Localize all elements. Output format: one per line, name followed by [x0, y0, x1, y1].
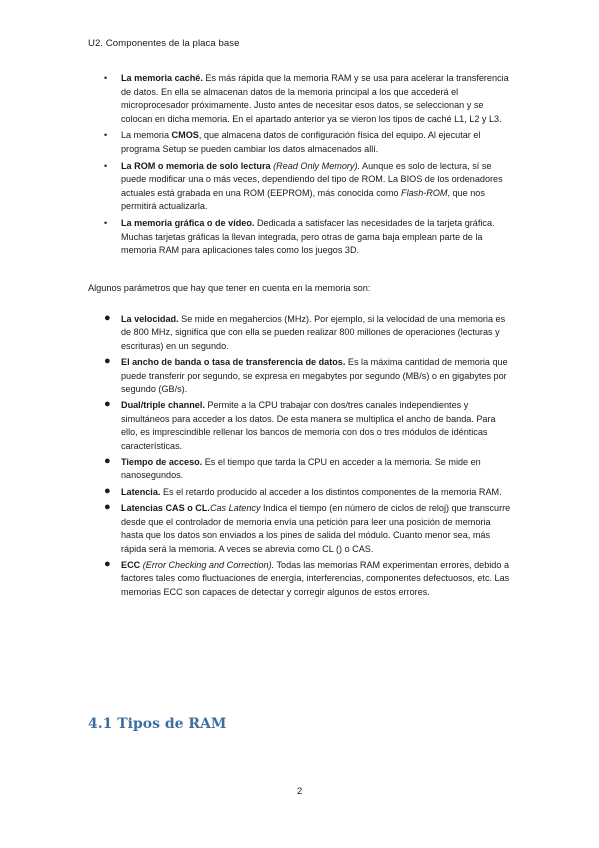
list-item-text: Cas Latency — [209, 503, 261, 514]
bullet-icon: ● — [104, 398, 111, 411]
list-item-text: Permite a la CPU trabajar con dos/tres canales independientes y simultáneos para acceder a los datos. De esta manera se multiplica el ancho de banda. Para ello, es imprescindible rellenar los bancos de memoria con dos o tres módulos de idénticas características. — [121, 400, 496, 451]
list-item — [104, 486, 514, 499]
bullet-icon: • — [104, 73, 108, 83]
bullet-icon: • — [104, 217, 108, 228]
bullet-icon: ● — [104, 501, 111, 514]
list-item-text: Indica el tiempo (en número de ciclos de reloj) que transcurre desde que el controlador de memoria envía una petición para leer una posición de memoria hasta que los datos son enviados a los pines de salida del módulo. Cuanto menor sea, más rápida será la memoria. A veces se abrevia como CL ( — [121, 503, 511, 554]
bullet-icon: • — [104, 130, 108, 141]
list-item-text: Dedicada a satisfacer las necesidades de la tarjeta gráfica. Muchas tarjetas gráficas la llevan integrada, pero otras de gama baja emplean parte de la memoria RAM para aplicaciones tales como los juegos 3D. — [121, 217, 495, 256]
list-item — [104, 313, 514, 353]
list-item-text: Tiempo de acceso. — [121, 457, 203, 468]
list-item-text: Todas las memorias RAM experimentan errores, debido a factores tales como fluctuaciones de energía, interferencias, componentes defectuosos, etc. Las memorias ECC son capaces de detectar y corregir algunos de estos errores. — [121, 559, 510, 597]
list-item-text: CMOS — [171, 130, 199, 141]
list-item-text: Es más rápida que la memoria RAM y se usa para acelerar la transferencia de datos. En ella se almacenan datos de la memoria principal a los que accederá el microprocesador próximamente. Justo antes de necesitar esos datos, se seleccionan y se colocan en dicha memoria. En el apartado anterior ya se vieron los tipos de caché L1, L2 y L3. — [121, 73, 509, 124]
list-item-text: (Error Checking and Correction). — [140, 559, 275, 570]
list-item-text: Es el tiempo que tarda la CPU en acceder a la memoria. Se mide en nanosegundos. — [121, 457, 481, 481]
bullet-icon: ● — [104, 557, 111, 570]
section-heading: 4.1 Tipos de RAM — [88, 716, 227, 732]
list-item — [104, 502, 514, 556]
list-item-text: Dual/triple channel. — [121, 400, 205, 411]
bullet-icon: ● — [104, 355, 111, 368]
list-item — [104, 217, 514, 258]
list-item — [104, 72, 514, 126]
list-item-text: La memoria — [121, 130, 172, 141]
list-item-text: Es el retardo producido al acceder a los distintos componentes de la memoria RAM. — [160, 486, 502, 497]
page-number: 2 — [296, 786, 303, 797]
bullet-icon: ● — [104, 484, 111, 497]
list-item — [104, 356, 514, 396]
list-item-text: , que almacena datos de configuración física del equipo. Al ejecutar el programa Setup se pueden cambiar los datos almacenados allí. — [121, 130, 481, 154]
bullet-icon: ● — [104, 312, 111, 324]
list-item-text: Es la máxima cantidad de memoria que puede transferir por segundo, se expresa en megabytes por segundo (MB/s) o en gigabytes por segundo (GB/s). — [121, 357, 508, 395]
list-item-text: Latencia. — [121, 486, 161, 497]
list-item-text: La memoria caché. — [121, 73, 203, 83]
list-item-text: Se mide en megahercios (MHz). Por ejemplo, si la velocidad de una memoria es de 800 MHz, significa que con ella se pueden realizar 800 millones de operaciones (lecturas y escrituras) en un segundo. — [121, 314, 506, 351]
list-item — [104, 559, 514, 599]
list-item-text: La velocidad. — [121, 314, 179, 324]
list-item-text: Latencias CAS o CL. — [121, 503, 210, 514]
list-item — [104, 399, 514, 453]
memory-parameters-list — [104, 313, 514, 602]
list-item-text: La memoria gráfica o de vídeo. — [121, 217, 255, 228]
page-header: U2. Componentes de la placa base — [88, 38, 240, 49]
intro-paragraph: Algunos parámetros que hay que tener en cuenta en la memoria son: — [88, 283, 371, 293]
list-item-text: , que nos permitirá actualizarla. — [121, 187, 485, 212]
list-item — [104, 160, 514, 214]
bullet-icon: ● — [104, 455, 111, 468]
list-item-text: (Read Only Memory). — [270, 160, 361, 171]
list-item-text: El ancho de banda o tasa de transferencia de datos. — [121, 357, 346, 368]
list-item-text: Flash-ROM — [401, 187, 448, 198]
bullet-icon: • — [104, 160, 108, 171]
list-item-text: ) o CAS. — [339, 543, 374, 554]
list-item — [104, 129, 514, 156]
list-item-text: ECC — [121, 559, 141, 570]
list-item-text: La ROM o memoria de solo lectura — [121, 160, 271, 171]
list-item — [104, 456, 514, 483]
memory-types-list — [104, 72, 514, 261]
list-item-text: Aunque es solo de lectura, sí se puede modificar una o más veces, dependiendo del tipo de ROM. La BIOS de los ordenadores actuales está grabada en una ROM (EEPROM), más conocida como — [121, 160, 503, 198]
